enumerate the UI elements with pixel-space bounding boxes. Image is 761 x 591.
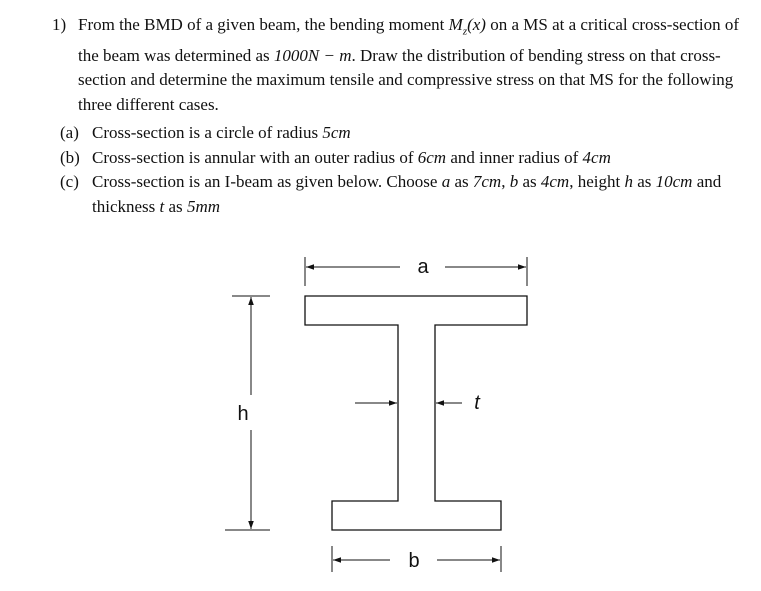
case-c: (c) Cross-section is an I-beam as given below. Choose a as 7cm, b as 4cm, height h as 10cm and thickness t as 5mm xyxy=(60,172,722,216)
label-t: t xyxy=(474,392,480,414)
case-a: (a) Cross-section is a circle of radius 5cm xyxy=(60,123,351,142)
problem-text: From the BMD of a given beam, the bending moment $M_z(x)$ on a MS at a critical cross-section of the beam was determined as 1000N − m. Draw the distribution of bending stress on that cross-section and determine the maximum tensile and compressive stress on that MS for the following three different cases. xyxy=(78,15,740,114)
problem-number: 1) xyxy=(52,15,67,34)
case-b: (b) Cross-section is annular with an outer radius of 6cm and inner radius of 4cm xyxy=(60,147,611,167)
label-a: a xyxy=(417,256,429,278)
label-h: h xyxy=(237,403,249,425)
dimension-t xyxy=(355,392,481,414)
dimension-b xyxy=(332,546,501,572)
i-beam-outline xyxy=(305,296,527,530)
dimension-a xyxy=(305,256,527,286)
moment-symbol: $M_z(x)$ xyxy=(448,15,486,38)
moment-value: 1000N − m xyxy=(273,45,352,65)
dimension-h xyxy=(225,296,270,530)
label-b: b xyxy=(408,550,420,572)
